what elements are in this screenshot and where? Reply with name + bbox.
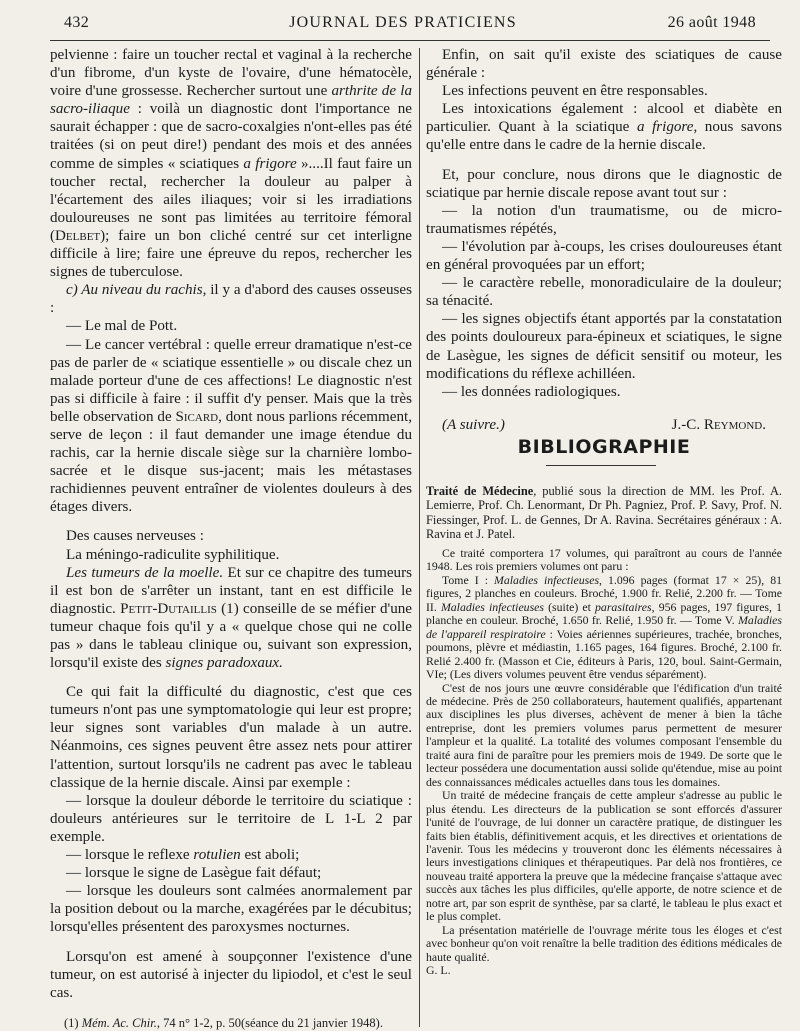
list-item: — lorsque la douleur déborde le territoire du sciatique : douleurs antérieures sur le territoire de L 1-L 2 par exemple.: [50, 792, 412, 845]
text: est aboli;: [244, 847, 300, 864]
paragraph: Et, pour conclure, nous dirons que le diagnostic de sciatique par hernie discale repose avant tout sur :: [426, 166, 782, 201]
list-item: [50, 846, 412, 864]
section-heading: c) Au niveau du rachis,: [66, 282, 207, 299]
right-column: [426, 46, 782, 434]
header-rule: [50, 40, 770, 41]
italic-text: Maladies de l'appareil respiratoire: [426, 613, 783, 641]
column-divider: [419, 48, 420, 1027]
page-header: [50, 12, 756, 38]
paragraph: Enfin, on sait qu'il existe des sciatiques de cause générale :: [426, 47, 782, 82]
paragraph: [50, 281, 412, 317]
text: Tome I :: [442, 572, 488, 587]
text: , 1.096 pages (format 17 × 25), 81 figures, 2 planches en couleurs. Broché, 1.900 fr. Relié, 2.200 fr. — Tome II.: [426, 572, 782, 614]
paragraph: La présentation matérielle de l'ouvrage mérite tous les éloges et c'est avec bonheur qu'on voit renaître la belle tradition des éditions médicales de haute qualité.: [426, 922, 782, 964]
text: , dont nous parlions récemment, serve de leçon : il faut demander une image étendue du rachis, car la hernie discale siège sur la charnière lombo-sacrée et le disque sus-jacent; mais les métastases rachidiennes peuvent entraîner de violentes douleurs à des étages divers.: [50, 408, 412, 516]
list-item: — l'évolution par à-coups, les crises douloureuses étant en général provoquées par un effort;: [426, 238, 782, 274]
journal-title: JOURNAL DES PRATICIENS: [289, 14, 517, 31]
italic-text: Maladies infectieuses: [440, 599, 544, 614]
paragraph: Un traité de médecine français de cette ampleur s'adresse au public le plus étendu. Les directeurs de la publication se sont efforcés d'assurer l'unité de l'ouvrage, de lui donner un caractère pratique, de distinguer les faits bien établis, définitivement acquis, et les directives et orientations de l'avenir. Tous les médecins y trouveront donc les éléments nécessaires à leurs investigations cliniques et thérapeutiques. Par delà nos frontières, ce nouveau traité apportera la preuve que la médecine française s'attaque avec succès aux tâches les plus difficiles, qu'elle apporte, de notre science et de notre art, par son esprit de synthèse, par sa clarté, le tableau le plus exact et le plus complet.: [426, 788, 782, 924]
italic-text: signes paradoxaux.: [165, 655, 283, 672]
article-signature: [426, 416, 782, 434]
paragraph: [426, 100, 782, 154]
text: — lorsque le reflexe: [66, 847, 190, 864]
bibliography-entry: [426, 484, 782, 541]
italic-text: rotulien: [193, 847, 241, 864]
list-item: — les données radiologiques.: [442, 383, 621, 400]
paragraph: C'est de nos jours une œuvre considérable que l'édification d'un traité de médecine. Près de 250 collaborateurs, hautement qualifiés, appartenant aux disciplines les plus diverses, achèvent de mener à bien la tâche entreprise, dont les premiers volumes parus permettent de mesurer l'ampleur et la qualité. La totalité des volumes composant l'ensemble du traité aura fini de paraître pour les premiers mois de 1949. De sorte que le lecteur possédera une documentation aussi solide qu'étendue, mise au point des connaissances médicales actuelles dans tous les domaines.: [426, 680, 782, 789]
paragraph: Ce qui fait la difficulté du diagnostic, c'est que ces tumeurs n'ont pas une symptomatologie qui leur est propre; leur signes sont variables d'un malade à un autre. Néanmoins, ces signes peuvent être assez nets pour attirer l'attention, surtout lorsqu'ils ne cadrent pas avec le tableau classique de la hernie discale. Ainsi par exemple :: [50, 684, 412, 791]
list-item: — lorsque le signe de Lasègue fait défaut;: [66, 865, 322, 882]
paragraph: [426, 574, 782, 682]
to-be-continued: (A suivre.): [442, 416, 505, 433]
review-signature: G. L.: [426, 963, 451, 978]
list-item: — les signes objectifs étant apportés par la constatation des points douloureux para-épineux et sciatiques, le signe de Lasègue, les signes de déficit sensitif ou moteur, les modifications du réflexe achilléen.: [426, 311, 782, 382]
text: Et sur ce chapitre des tumeurs il est bon de s'arrêter un instant, tant en est difficile le diagnostic.: [50, 564, 412, 617]
text: »....Il faut faire un toucher rectal, rechercher la douleur au palper à l'écartement des ailes iliaques; voir si les irradiations douloureuses ne sont pas limitées au territoire fémoral (: [50, 155, 412, 244]
text: : voilà un diagnostic dont l'importance ne saurait échapper : que de sacro-coxalgies n'ont-elles pas été traitées (si on peut dire!) pendant des mois et des années comme de simples « sciatiques: [50, 101, 412, 172]
text: — Le cancer vertébral : quelle erreur dramatique n'est-ce pas de parler de « sciatique essentielle » ou discale chez un malade porteur d'une de ces affections! Le diagnostic n'est pas si difficile à faire : il suffit d'y penser. Mais que la très belle observation de: [50, 336, 412, 425]
spacer: [426, 401, 782, 412]
text: (suite) et: [548, 599, 591, 614]
spacer: [50, 937, 412, 948]
issue-date: 26 août 1948: [667, 14, 756, 31]
heading-rule: [546, 465, 656, 466]
list-item: — Le mal de Pott.: [66, 318, 178, 335]
author-name: Reymond.: [703, 416, 766, 433]
italic-text: Maladies infectieuses: [494, 572, 600, 587]
footnote: [64, 1016, 383, 1031]
paragraph: La méningo-radiculite syphilitique.: [66, 546, 280, 563]
spacer: [426, 155, 782, 166]
italic-text: a frigore: [636, 119, 694, 136]
page-number: 432: [64, 14, 90, 31]
paragraph: Lorsqu'on est amené à soupçonner l'existence d'une tumeur, on est autorisé à injecter du lipiodol, et c'est le seul cas.: [50, 948, 412, 1001]
text: , 956 pages, 197 figures, 1 planche en couleur. Broché, 1.650 fr. Relié, 1.950 fr. — Tome V.: [426, 599, 782, 628]
text: : Voies aériennes supérieures, trachée, bronches, poumons, plèvre et médiastin, 1.165 pages, 164 figures. Broché, 2.100 fr. Relié 2.400 fr. (Masson et Cie, éditeurs à Paris, 120, boul. Saint-Germain, VIe; (Les divers volumes peuvent être vendus séparément).: [426, 626, 782, 682]
bibliography-section: [426, 484, 782, 978]
paragraph: Des causes nerveuses :: [66, 528, 204, 545]
text: , publié sous la direction de MM. les Prof. A. Lemierre, Prof. Ch. Lenormant, Dr Ph. Pagniez, Prof. P. Savy, Prof. N. Fiessinger, Prof. L. de Gennes, Dr A. Ravina. Secrétaires généraux : A. Ravina et J. Patel.: [426, 484, 782, 541]
author-name: Sicard: [175, 408, 219, 425]
list-item: — le caractère rebelle, monoradiculaire de la douleur; sa ténacité.: [426, 275, 782, 310]
spacer: [50, 516, 412, 527]
text: il y a d'abord des causes osseuses :: [50, 282, 412, 317]
text: ); faire un bon cliché centré sur cet interligne difficile à lire; faire une épreuve du repos, rechercher les signes de tuberculose.: [50, 227, 412, 281]
italic-text: parasitaires: [595, 599, 652, 614]
text: (1) conseille de se méfier d'une tumeur chaque fois qu'il y a « quelque chose qui ne colle pas » dans le tableau clinique ou, suivant son expression, lorsqu'il existe des: [50, 600, 412, 672]
author-name: Petit-Dutaillis: [120, 600, 217, 617]
italic-text: Mém. Ac. Chir.: [81, 1016, 157, 1030]
text: , 74 n° 1-2, p. 50(séance du 21 janvier 1948).: [156, 1016, 383, 1030]
list-item: — la notion d'un traumatisme, ou de micro-traumatismes répétés,: [426, 202, 782, 237]
footnote-marker: (1): [64, 1016, 79, 1030]
author-initials: J.-C.: [671, 416, 701, 433]
author-signature: [672, 416, 782, 434]
paragraph: Les infections peuvent en être responsables.: [442, 83, 708, 100]
book-title: Traité de Médecine: [426, 484, 534, 498]
left-column: [50, 46, 412, 1002]
text: , nous savons qu'elle entre dans le cadre de la hernie discale.: [426, 119, 782, 154]
spacer: [50, 672, 412, 683]
paragraph: [50, 336, 412, 517]
bibliography-heading: BIBLIOGRAPHIE: [517, 436, 691, 458]
italic-text: Les tumeurs de la moelle.: [66, 564, 224, 581]
paragraph: [50, 564, 412, 673]
text: Les intoxications également : alcool et diabète en particulier. Quant à la sciatique: [426, 101, 782, 136]
italic-text: a frigore: [243, 155, 297, 172]
paragraph: [50, 46, 412, 281]
italic-text: arthrite de la sacro-iliaque: [50, 83, 412, 118]
paragraph: Ce traité comportera 17 volumes, qui paraîtront au cours de l'année 1948. Les rois premiers volumes ont paru :: [426, 546, 782, 574]
list-item: — lorsque les douleurs sont calmées anormalement par la position debout ou la marche, exagérées par le décubitus; lorsqu'elles présentent des paroxysmes nocturnes.: [50, 883, 412, 936]
text: pelvienne : faire un toucher rectal et vaginal à la recherche d'un fibrome, d'un kyste de l'ovaire, d'une hématocèle, voire d'une grossesse. Rechercher surtout une: [50, 47, 412, 100]
author-name: Delbet: [55, 227, 101, 244]
